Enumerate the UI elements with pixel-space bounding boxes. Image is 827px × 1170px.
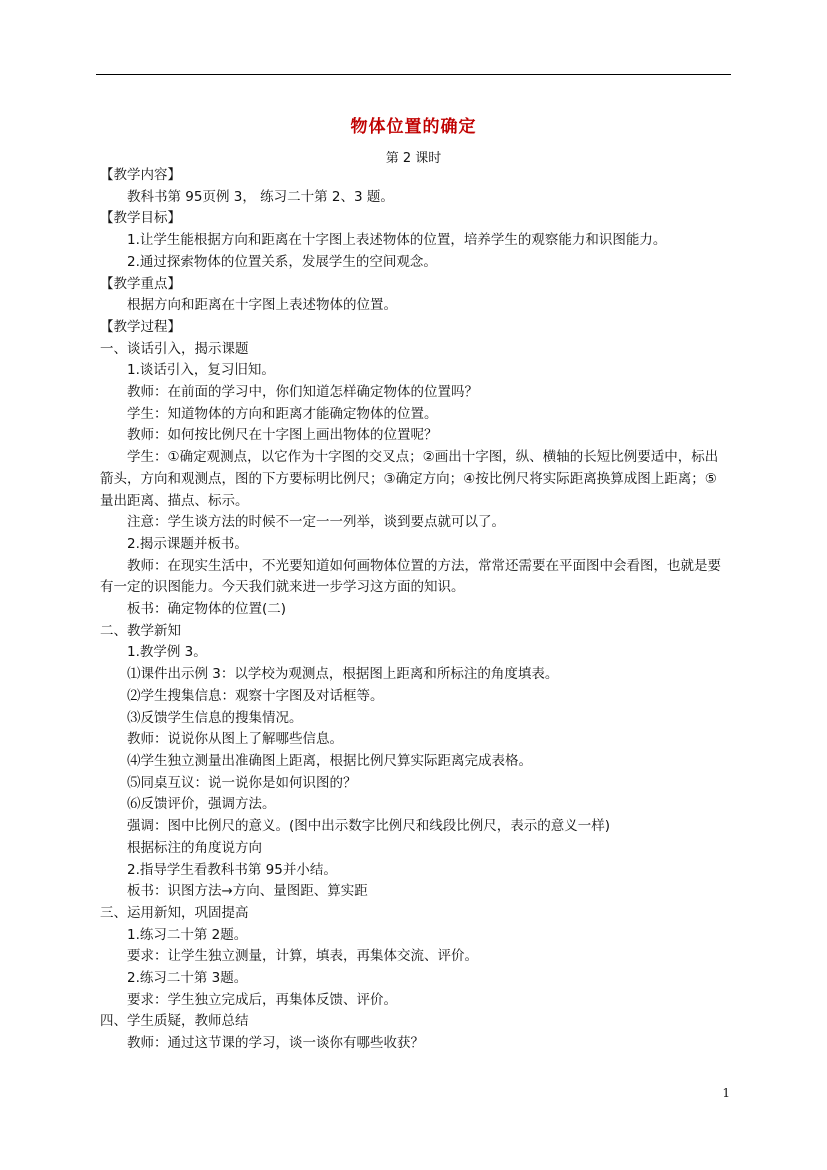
body-line: 1.练习二十第 2题。	[127, 926, 248, 943]
body-line: 三、运用新知，巩固提高	[100, 904, 249, 921]
body-line: 四、学生质疑，教师总结	[100, 1013, 249, 1030]
body-line: 【教学重点】	[100, 275, 181, 292]
body-line: 1.教学例 3。	[127, 644, 207, 661]
page-number: 1	[722, 1086, 730, 1100]
lesson-period: 第 2 课时	[385, 151, 442, 166]
body-line: 2.通过探索物体的位置关系，发展学生的空间观念。	[127, 253, 437, 270]
header-rule	[96, 74, 731, 75]
body-line: 【教学目标】	[100, 210, 181, 227]
body-line: 1.谈话引入，复习旧知。	[127, 362, 275, 379]
body-line: 教师：通过这节课的学习，谈一谈你有哪些收获？	[127, 1035, 424, 1052]
body-line: 教师：说说你从图上了解哪些信息。	[127, 731, 343, 748]
body-line: 教师：在现实生活中，不光要知道如何画物体位置的方法，常常还需要在平面图中会看图，也就是要有一定的识图能力。今天我们就来进一步学习这方面的知识。	[100, 557, 721, 596]
body-line: 注意：学生谈方法的时候不一定一一列举，谈到要点就可以了。	[127, 514, 505, 531]
body-line: 2.指导学生看教科书第 95并小结。	[127, 861, 337, 878]
body-line: ⑹反馈评价，强调方法。	[127, 796, 276, 813]
body-line: 学生：知道物体的方向和距离才能确定物体的位置。	[127, 405, 438, 422]
body-line: 板书：确定物体的位置(二)	[127, 601, 287, 618]
body-line: ⑷学生独立测量出准确图上距离，根据比例尺算实际距离完成表格。	[127, 752, 532, 769]
body-line: 1.让学生能根据方向和距离在十字图上表述物体的位置，培养学生的观察能力和识图能力。	[127, 232, 667, 249]
body-line: 板书：识图方法→方向、量图距、算实距	[127, 883, 368, 900]
body-line: 【教学内容】	[100, 167, 181, 183]
body-line: ⑸同桌互议：说一说你是如何识图的？	[127, 774, 357, 791]
body-line: 要求：让学生独立测量，计算，填表，再集体交流、评价。	[127, 948, 478, 965]
body-line: 【教学过程】	[100, 318, 181, 335]
body-line: 强调：图中比例尺的意义。(图中出示数字比例尺和线段比例尺，表示的意义一样)	[127, 818, 611, 835]
body-line: ⑶反馈学生信息的搜集情况。	[127, 709, 303, 726]
body-line: 教师：如何按比例尺在十字图上画出物体的位置呢？	[127, 427, 438, 444]
body-line: 根据标注的角度说方向	[127, 839, 262, 856]
body-line: 2.练习二十第 3题。	[127, 970, 248, 987]
body-line: ⑵学生搜集信息：观察十字图及对话框等。	[127, 687, 384, 704]
document-title: 物体位置的确定	[350, 117, 477, 137]
body-line: 二、教学新知	[100, 622, 181, 639]
body-line: 要求：学生独立完成后，再集体反馈、评价。	[127, 991, 397, 1008]
body-line: 2.揭示课题并板书。	[127, 535, 248, 552]
body-line: 一、谈话引入，揭示课题	[100, 340, 249, 357]
body-line: ⑴课件出示例 3：以学校为观测点，根据图上距离和所标注的角度填表。	[127, 666, 559, 683]
body-line: 教师：在前面的学习中，你们知道怎样确定物体的位置吗？	[127, 384, 478, 401]
body-line: 学生：①确定观测点，以它作为十字图的交叉点；②画出十字图，纵、横轴的长短比例要适中，标出箭头，方向和观测点，图的下方要标明比例尺；③确定方向；④按比例尺将实际距离换算成图上距离；⑤量出距离、描点、标示。	[100, 449, 719, 509]
body-line: 根据方向和距离在十字图上表述物体的位置。	[127, 297, 397, 314]
body-line: 教科书第 95页例 3， 练习二十第 2、3 题。	[127, 188, 394, 205]
document-body	[100, 165, 730, 1055]
